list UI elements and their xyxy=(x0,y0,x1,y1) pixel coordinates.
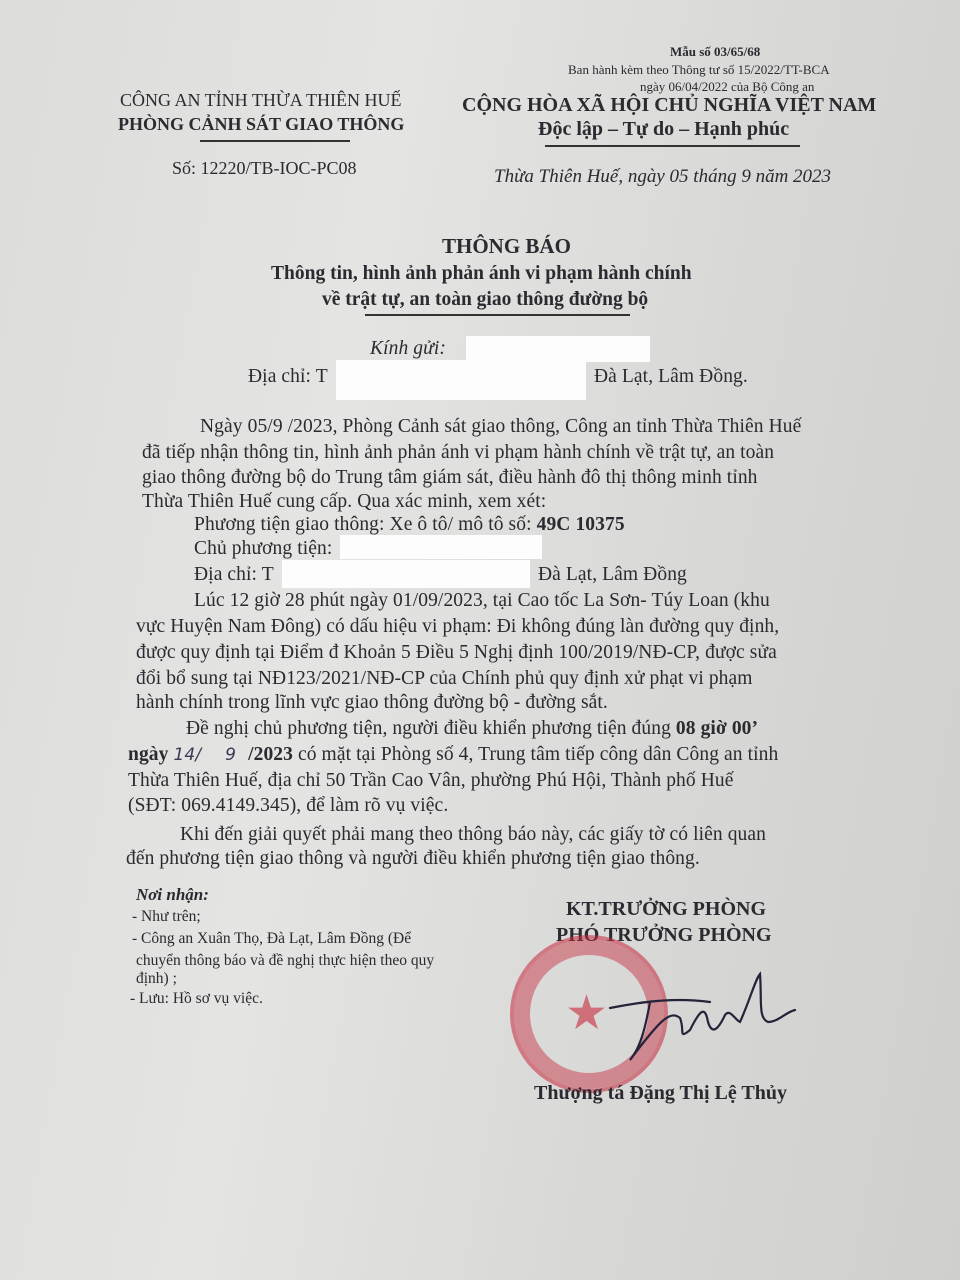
nation-name: CỘNG HÒA XÃ HỘI CHỦ NGHĨA VIỆT NAM xyxy=(462,94,877,116)
owner-address-suffix: Đà Lạt, Lâm Đồng xyxy=(538,564,687,585)
vehicle-plate: 49C 10375 xyxy=(536,514,625,535)
vehicle-label: Phương tiện giao thông: Xe ô tô/ mô tô số: xyxy=(194,514,537,535)
violation-line-2: vực Huyện Nam Đông) có dấu hiệu vi phạm: Đi không đúng làn đường quy định, xyxy=(136,616,780,637)
violation-line-3: được quy định tại Điểm đ Khoản 5 Điều 5 Nghị định 100/2019/NĐ-CP, được sửa xyxy=(136,642,777,663)
recipient-item-1: - Như trên; xyxy=(132,908,201,925)
signature-scribble xyxy=(590,960,810,1070)
redacted-owner-address xyxy=(282,560,530,588)
violation-line-5: hành chính trong lĩnh vực giao thông đường bộ - đường sắt. xyxy=(136,692,608,713)
signature-title-1: KT.TRƯỞNG PHÒNG xyxy=(566,898,766,920)
recipient-address-suffix: Đà Lạt, Lâm Đồng. xyxy=(594,366,748,387)
appointment-day-label: ngày xyxy=(128,744,174,765)
recipient-item-2c: định) ; xyxy=(136,970,177,987)
para1-line-1: Ngày 05/9 /2023, Phòng Cảnh sát giao thông, Công an tỉnh Thừa Thiên Huế xyxy=(200,416,802,437)
signature-title-2: PHÓ TRƯỞNG PHÒNG xyxy=(556,924,772,946)
document-subtitle-2: về trật tự, an toàn giao thông đường bộ xyxy=(322,289,649,310)
place-and-date: Thừa Thiên Huế, ngày 05 tháng 9 năm 2023 xyxy=(494,166,832,187)
issued-with-line-1: Ban hành kèm theo Thông tư số 15/2022/TT-BCA xyxy=(568,62,830,77)
request-text: Đề nghị chủ phương tiện, người điều khiển phương tiện đúng xyxy=(186,718,676,739)
redacted-recipient xyxy=(466,336,650,362)
note-line-2: đến phương tiện giao thông và người điều khiển phương tiện giao thông. xyxy=(126,848,700,869)
recipients-title: Nơi nhận: xyxy=(136,885,209,904)
recipient-address-label: Địa chỉ: T xyxy=(248,366,328,387)
document-number: Số: 12220/TB-IOC-PC08 xyxy=(172,158,357,178)
redacted-owner xyxy=(340,535,542,559)
form-number: Mẫu số 03/65/68 xyxy=(670,44,761,59)
para1-line-2: đã tiếp nhận thông tin, hình ảnh phản ánh vi phạm hành chính về trật tự, an toàn xyxy=(142,442,775,463)
handwritten-day: 14/ xyxy=(173,745,202,765)
department-name: PHÒNG CẢNH SÁT GIAO THÔNG xyxy=(118,114,405,134)
nation-motto: Độc lập – Tự do – Hạnh phúc xyxy=(538,118,790,140)
request-line-2 xyxy=(128,744,778,766)
violation-line-4: đổi bổ sung tại NĐ123/2021/NĐ-CP của Chính phủ quy định xử phạt vi phạm xyxy=(136,668,753,689)
vehicle-line xyxy=(194,514,625,536)
owner-address-label: Địa chỉ: T xyxy=(194,564,274,585)
owner-label: Chủ phương tiện: xyxy=(194,538,333,559)
document-subtitle-1: Thông tin, hình ảnh phản ánh vi phạm hành chính xyxy=(271,263,692,284)
request-line-4: (SĐT: 069.4149.345), để làm rõ vụ việc. xyxy=(128,795,449,816)
recipient-label: Kính gửi: xyxy=(370,338,446,359)
recipient-item-3: - Lưu: Hồ sơ vụ việc. xyxy=(130,990,263,1007)
request-line-3: Thừa Thiên Huế, địa chỉ 50 Trần Cao Vân, phường Phú Hội, Thành phố Huế xyxy=(128,770,734,791)
recipient-item-2b: chuyển thông báo và đề nghị thực hiện theo quy xyxy=(136,952,435,969)
motto-underline xyxy=(545,145,800,147)
document-title: THÔNG BÁO xyxy=(442,234,571,258)
subtitle-underline xyxy=(365,314,630,316)
appointment-year: /2023 xyxy=(248,744,293,765)
violation-line-1: Lúc 12 giờ 28 phút ngày 01/09/2023, tại Cao tốc La Sơn- Túy Loan (khu xyxy=(194,590,770,611)
note-line-1: Khi đến giải quyết phải mang theo thông báo này, các giấy tờ có liên quan xyxy=(180,824,767,845)
request-line-1 xyxy=(186,718,758,740)
issued-with-line-2: ngày 06/04/2022 của Bộ Công an xyxy=(640,79,815,94)
para1-line-3: giao thông đường bộ do Trung tâm giám sát, điều hành đô thị thông minh tỉnh xyxy=(142,467,758,488)
agency-underline xyxy=(200,140,350,142)
redacted-address xyxy=(336,360,586,400)
para1-line-4: Thừa Thiên Huế cung cấp. Qua xác minh, xem xét: xyxy=(142,491,547,512)
appointment-time: 08 giờ 00’ xyxy=(675,718,759,739)
signer-name: Thượng tá Đặng Thị Lệ Thủy xyxy=(534,1082,787,1104)
recipient-item-2a: - Công an Xuân Thọ, Đà Lạt, Lâm Đồng (Để xyxy=(132,930,412,947)
appointment-location: có mặt tại Phòng số 4, Trung tâm tiếp công dân Công an tỉnh xyxy=(293,744,779,765)
agency-name: CÔNG AN TỈNH THỪA THIÊN HUẾ xyxy=(120,90,402,110)
stamp-star-icon: ★ xyxy=(565,987,609,1040)
handwritten-month: 9 xyxy=(225,745,237,765)
